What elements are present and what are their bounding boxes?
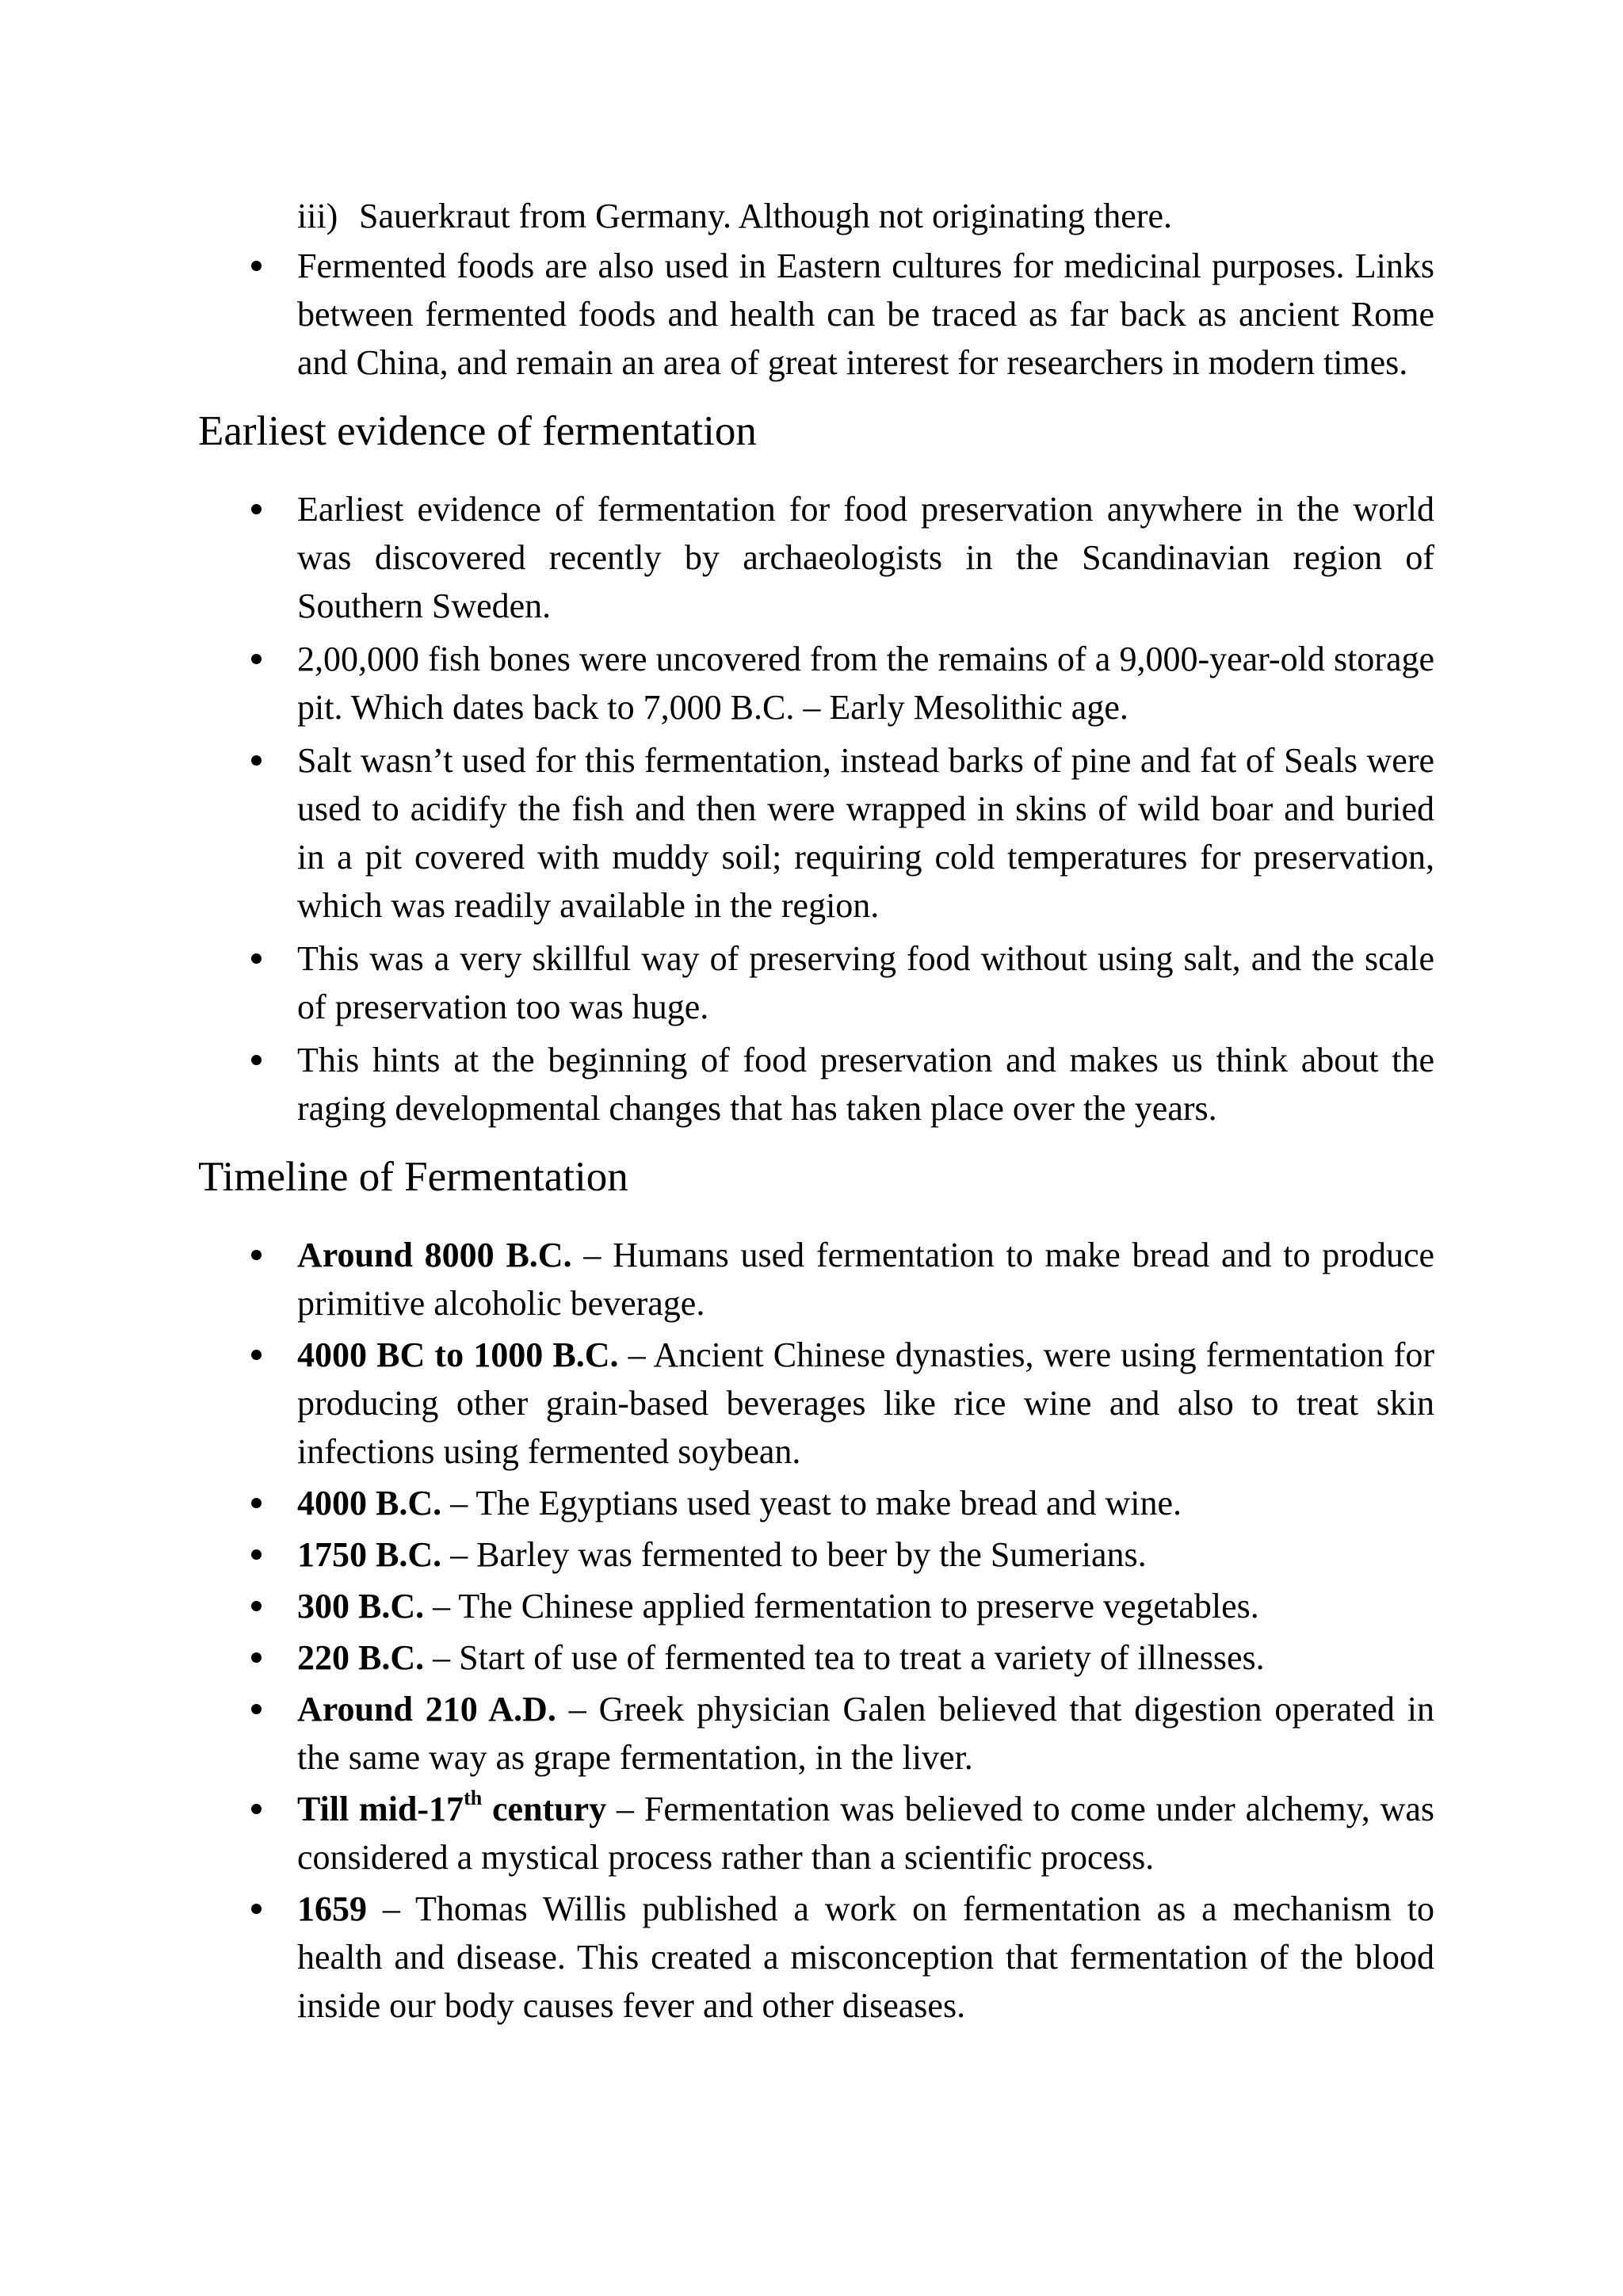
timeline-date-part: Till mid-17 bbox=[297, 1790, 464, 1828]
timeline-date bbox=[297, 1786, 607, 1828]
item-text: Sauerkraut from Germany. Although not originating there. bbox=[359, 197, 1173, 235]
list-item: Earliest evidence of fermentation for food preservation anywhere in the world was discovered recently by archaeologists in the Scandinavian region of Southern Sweden. bbox=[198, 485, 1434, 630]
list-item: Fermented foods are also used in Eastern cultures for medicinal purposes. Links between fermented foods and health can be traced as far back as ancient Rome and China, and remain an area of great interest for researchers in modern times. bbox=[198, 242, 1434, 387]
timeline-item bbox=[198, 1885, 1434, 2030]
earliest-bullet-list bbox=[198, 485, 1434, 1133]
list-item: 2,00,000 fish bones were uncovered from the remains of a 9,000-year-old storage pit. Which dates back to 7,000 B.C. – Early Mesolithic age. bbox=[198, 635, 1434, 732]
timeline-text: – The Chinese applied fermentation to preserve vegetables. bbox=[424, 1587, 1259, 1626]
timeline-item bbox=[198, 1785, 1434, 1881]
timeline-text: – Ancient Chinese dynasties, were using fermentation for producing other grain-based beverages like rice wine and also to treat skin infections using fermented soybean. bbox=[297, 1335, 1434, 1471]
timeline-item bbox=[198, 1331, 1434, 1476]
timeline-bullet-list bbox=[198, 1231, 1434, 2030]
list-item: Salt wasn’t used for this fermentation, instead barks of pine and fat of Seals were used to acidify the fish and then were wrapped in skins of wild boar and buried in a pit covered with muddy soil; requiring cold temperatures for preservation, which was readily available in the region. bbox=[198, 736, 1434, 930]
timeline-date-part: century bbox=[482, 1790, 607, 1828]
intro-bullet-list bbox=[198, 242, 1434, 387]
timeline-text: – Thomas Willis published a work on fermentation as a mechanism to health and disease. This created a misconception that fermentation of the blood inside our body causes fever and other diseases. bbox=[297, 1889, 1434, 2025]
timeline-date: 300 B.C. bbox=[297, 1587, 425, 1626]
timeline-date: 220 B.C. bbox=[297, 1638, 425, 1677]
timeline-item bbox=[198, 1231, 1434, 1328]
item-number: iii) bbox=[297, 197, 338, 235]
timeline-item bbox=[198, 1685, 1434, 1782]
timeline-item bbox=[198, 1530, 1434, 1579]
numbered-item bbox=[198, 192, 1434, 240]
timeline-date: 1750 B.C. bbox=[297, 1535, 442, 1574]
timeline-date: 4000 B.C. bbox=[297, 1484, 442, 1522]
timeline-text: – The Egyptians used yeast to make bread and wine. bbox=[441, 1484, 1182, 1522]
timeline-date: Around 210 A.D. bbox=[297, 1690, 556, 1729]
timeline-item bbox=[198, 1479, 1434, 1527]
list-item: This hints at the beginning of food preservation and makes us think about the raging developmental changes that has taken place over the years. bbox=[198, 1036, 1434, 1133]
superscript: th bbox=[464, 1786, 483, 1810]
section-heading-timeline: Timeline of Fermentation bbox=[198, 1154, 628, 1200]
timeline-text: – Start of use of fermented tea to treat a variety of illnesses. bbox=[424, 1638, 1265, 1677]
timeline-date: 1659 bbox=[297, 1889, 367, 1928]
timeline-text: – Humans used fermentation to make bread and to produce primitive alcoholic beverage. bbox=[297, 1236, 1435, 1323]
timeline-text: – Fermentation was believed to come under alchemy, was considered a mystical process rather than a scientific process. bbox=[297, 1790, 1435, 1877]
list-item: This was a very skillful way of preserving food without using salt, and the scale of preservation too was huge. bbox=[198, 934, 1434, 1031]
timeline-date: 4000 BC to 1000 B.C. bbox=[297, 1335, 619, 1374]
timeline-item bbox=[198, 1582, 1434, 1630]
timeline-text: – Barley was fermented to beer by the Sumerians. bbox=[441, 1535, 1147, 1574]
timeline-text: – Greek physician Galen believed that digestion operated in the same way as grape fermentation, in the liver. bbox=[297, 1690, 1434, 1777]
timeline-item bbox=[198, 1633, 1434, 1682]
page-content bbox=[198, 192, 1434, 2033]
timeline-date: Around 8000 B.C. bbox=[297, 1236, 572, 1274]
section-heading-earliest: Earliest evidence of fermentation bbox=[198, 408, 757, 454]
